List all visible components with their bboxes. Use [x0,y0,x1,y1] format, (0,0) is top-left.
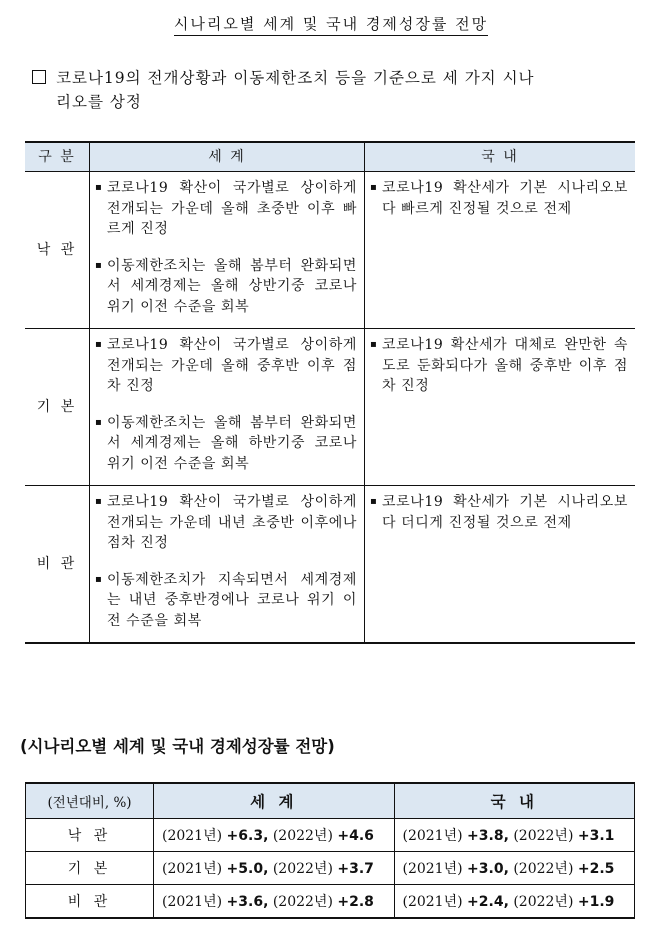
item-text: 코로나19 확산이 국가별로 상이하게 전개되는 가운데 내년 초중반 이후에나 점차 진정 [107,494,357,551]
domestic-cell [365,486,636,644]
world-value-cell: (2021년) +6.3, (2022년) +4.6 [154,819,395,852]
bullet-icon: ▪ [370,339,377,350]
growth-value: +3.8 [467,828,504,844]
scenario-table [25,141,635,644]
header-domestic: 국 내 [394,783,635,819]
growth-row-baseline [26,852,635,885]
growth-forecast-table [25,782,635,919]
domestic-cell [365,172,636,329]
header-world: 세 계 [90,142,365,172]
bullet-icon: ▪ [95,573,102,585]
growth-row-pessimistic [26,885,635,919]
header-domestic: 국 내 [365,142,636,172]
domestic-value-cell: (2021년) +3.0, (2022년) +2.5 [394,852,635,885]
scenario-header-row [25,142,635,172]
header-category: 구 분 [25,142,90,172]
intro-text-2: 리오를 상정 [56,93,142,111]
list-item [95,492,357,554]
growth-table-title: (시나리오별 세계 및 국내 경제성장률 전망) [20,737,335,756]
intro-paragraph [32,66,642,114]
year-label: (2021년) [162,894,223,910]
growth-value: +2.5 [577,861,615,877]
empty-square-icon [32,70,46,84]
year-label: (2021년) [162,828,223,844]
domestic-cell [365,329,636,486]
bullet-icon: ▪ [95,416,102,428]
world-cell [90,486,365,644]
row-label: 비 관 [26,885,154,919]
year-label: (2021년) [402,861,463,877]
bullet-icon: ▪ [370,182,377,193]
item-text: 이동제한조치는 올해 봄부터 완화되면서 세계경제는 올해 하반기중 코로나 위기 이전 수준을 회복 [107,414,357,472]
scenario-row-baseline [25,329,635,486]
year-label: (2022년) [272,828,333,844]
page-title [0,13,662,34]
domestic-value-cell: (2021년) +2.4, (2022년) +1.9 [394,885,635,919]
list-item [370,492,628,533]
world-cell [90,329,365,486]
row-label: 낙 관 [25,172,90,329]
growth-row-optimistic [26,819,635,852]
world-value-cell: (2021년) +3.6, (2022년) +2.8 [154,885,395,919]
year-label: (2022년) [272,861,333,877]
item-text: 이동제한조치는 올해 봄부터 완화되면서 세계경제는 올해 상반기중 코로나 위기 이전 수준을 회복 [107,257,357,315]
bullet-icon: ▪ [95,339,102,350]
growth-value: +3.1 [577,828,615,844]
domestic-value-cell: (2021년) +3.8, (2022년) +3.1 [394,819,635,852]
scenario-row-pessimistic [25,486,635,644]
growth-value: +4.6 [337,828,374,844]
year-label: (2022년) [272,894,333,910]
intro-text-1: 코로나19의 전개상황과 이동제한조치 등을 기준으로 세 가지 시나 [56,69,535,87]
scenario-row-optimistic [25,172,635,329]
year-label: (2021년) [402,828,463,844]
list-item [370,178,628,219]
growth-value: +2.4 [467,894,504,910]
row-label: 비 관 [25,486,90,644]
world-value-cell: (2021년) +5.0, (2022년) +3.7 [154,852,395,885]
growth-value: +2.8 [337,894,374,910]
row-label: 기 본 [25,329,90,486]
row-label: 낙 관 [26,819,154,852]
list-item [95,570,357,632]
year-label: (2022년) [513,861,574,877]
header-world: 세 계 [154,783,395,819]
growth-value: +3.6 [226,894,264,910]
item-text: 코로나19 확산이 국가별로 상이하게 전개되는 가운데 올해 초중반 이후 빠르게 진정 [107,180,357,237]
item-text: 이동제한조치가 지속되면서 세계경제는 내년 중후반경에나 코로나 위기 이전 수준을 회복 [107,571,357,629]
world-cell [90,172,365,329]
growth-value: +3.0 [467,861,504,877]
item-text: 코로나19 확산세가 기본 시나리오보다 빠르게 진정될 것으로 전제 [382,180,628,217]
year-label: (2021년) [162,861,223,877]
header-unit: (전년대비, %) [26,783,154,819]
row-label: 기 본 [26,852,154,885]
list-item [370,335,628,397]
year-label: (2022년) [513,894,574,910]
growth-header-row [26,783,635,819]
page-title-text: 시나리오별 세계 및 국내 경제성장률 전망 [174,15,488,36]
list-item [95,178,357,240]
year-label: (2021년) [402,894,463,910]
list-item [95,335,357,397]
bullet-icon: ▪ [95,259,102,271]
bullet-icon: ▪ [95,496,102,507]
intro-line-1 [32,66,642,90]
bullet-icon: ▪ [370,496,377,507]
item-text: 코로나19 확산이 국가별로 상이하게 전개되는 가운데 올해 중후반 이후 점차 진정 [107,337,357,394]
growth-value: +5.0 [226,861,264,877]
growth-value: +3.7 [337,861,374,877]
growth-value: +1.9 [577,894,615,910]
item-text: 코로나19 확산세가 대체로 완만한 속도로 둔화되다가 올해 중후반 이후 점차 진정 [382,337,628,394]
growth-value: +6.3 [226,828,264,844]
list-item [95,413,357,475]
year-label: (2022년) [513,828,574,844]
item-text: 코로나19 확산세가 기본 시나리오보다 더디게 진정될 것으로 전제 [382,494,628,531]
list-item [95,256,357,318]
bullet-icon: ▪ [95,182,102,193]
